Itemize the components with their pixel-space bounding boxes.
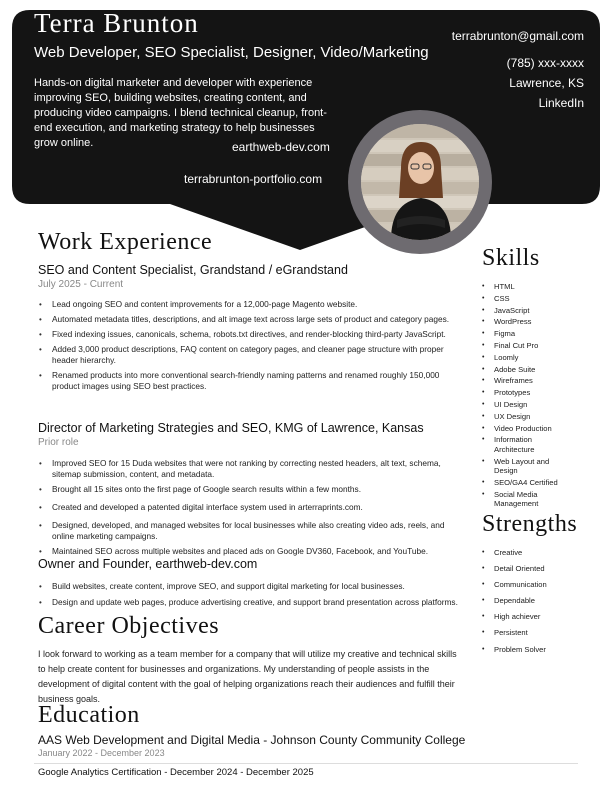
skills-list <box>482 282 582 509</box>
strength-item: • High achiever <box>482 612 582 622</box>
job-date-2: Prior role <box>38 437 79 448</box>
strength-item: • Dependable <box>482 596 582 606</box>
skill-item: • Final Cut Pro <box>482 341 582 351</box>
skill-item: • HTML <box>482 282 582 292</box>
portfolio-link[interactable]: terrabrunton-portfolio.com <box>184 172 323 186</box>
skill-item: • Figma <box>482 329 582 339</box>
education-heading: Education <box>38 702 140 728</box>
linkedin-link[interactable]: LinkedIn <box>538 96 584 110</box>
education-degree: AAS Web Development and Digital Media - Johnson County Community College <box>38 733 466 747</box>
skill-item: • Wireframes <box>482 376 582 386</box>
strength-item: • Persistent <box>482 628 582 638</box>
candidate-name: Terra Brunton <box>34 8 199 38</box>
career-objectives-text: I look forward to working as a team member for a company that will utilize my creative and technical skills to help create content for businesses and organizations. My understanding of people assists in the development of digital content with the goal of helping organizations reach their audiences and fulfill their business goals. <box>38 649 457 704</box>
skill-item: • Video Production <box>482 424 582 434</box>
skill-item: • JavaScript <box>482 306 582 316</box>
skill-item: • UX Design <box>482 412 582 422</box>
bullet-item: • Designed, developed, and managed websites for local businesses while also creating video ads, reels, and online marketing campaigns. <box>38 520 458 542</box>
profile-photo <box>361 124 479 240</box>
bullet-item: • Added 3,000 product descriptions, FAQ content on category pages, and cleaner page structure with proper header hierarchy. <box>38 344 458 366</box>
divider <box>34 763 578 764</box>
strengths-heading: Strengths <box>482 511 578 537</box>
job-2-bullets <box>38 458 458 557</box>
skill-item: • Social Media Management <box>482 490 554 509</box>
work-experience-heading: Work Experience <box>38 229 213 255</box>
strength-item: • Communication <box>482 580 582 590</box>
bullet-item: • Automated metadata titles, descriptions, and alt image text across large sets of product and category pages. <box>38 314 458 325</box>
job-title-1: SEO and Content Specialist, Grandstand / eGrandstand <box>38 263 348 277</box>
skill-item: • Web Layout and Design <box>482 457 564 476</box>
bullet-item: • Maintained SEO across multiple websites and placed ads on Google DV360, Facebook, and YouTube. <box>38 546 458 557</box>
skill-item: • WordPress <box>482 317 582 327</box>
bullet-item: • Created and developed a patented digital interface system used in arterraprints.com. <box>38 502 458 513</box>
skill-item: • SEO/GA4 Certified <box>482 478 582 488</box>
summary-text: Hands-on digital marketer and developer with experience improving SEO, building websites, creating content, and producing video campaigns. I blend technical cleanup, front-end execution, and marketing strategy to help businesses grow online. <box>34 77 327 149</box>
phone-number: (785) xxx-xxxx <box>506 56 584 70</box>
bullet-item: • Lead ongoing SEO and content improvements for a 12,000-page Magento website. <box>38 299 458 310</box>
job-1-bullets <box>38 299 458 392</box>
bullet-item: • Renamed products into more conventional search-friendly naming patterns and renamed roughly 150,000 product images using SEO best practices. <box>38 370 458 392</box>
strength-item: • Creative <box>482 548 582 558</box>
job-title-2: Director of Marketing Strategies and SEO, KMG of Lawrence, Kansas <box>38 421 424 435</box>
bullet-item: • Design and update web pages, produce advertising creative, and support brand presentation across platforms. <box>38 597 458 608</box>
email-link[interactable]: terrabrunton@gmail.com <box>451 29 584 43</box>
skills-heading: Skills <box>482 245 540 271</box>
contact-block <box>452 26 584 113</box>
strength-item: • Problem Solver <box>482 645 582 655</box>
bullet-item: • Improved SEO for 15 Duda websites that were not ranking by correcting nested headers, alt text, schema, sitemap submission, content, and metadata. <box>38 458 458 480</box>
skill-item: • Information Architecture <box>482 435 554 454</box>
bullet-item: • Brought all 15 sites onto the first page of Google search results within a few months. <box>38 484 458 495</box>
strength-item: • Detail Oriented <box>482 564 582 574</box>
skill-item: • UI Design <box>482 400 582 410</box>
skill-item: • CSS <box>482 294 582 304</box>
strengths-list <box>482 548 582 654</box>
candidate-subtitle: Web Developer, SEO Specialist, Designer, Video/Marketing <box>34 44 429 61</box>
skill-item: • Adobe Suite <box>482 365 582 375</box>
job-title-3: Owner and Founder, earthweb-dev.com <box>38 557 258 571</box>
certification: Google Analytics Certification - December 2024 - December 2025 <box>38 767 314 778</box>
skill-item: • Prototypes <box>482 388 582 398</box>
job-date-1: July 2025 - Current <box>38 279 124 290</box>
bullet-item: • Build websites, create content, improve SEO, and support digital marketing for local businesses. <box>38 581 458 592</box>
job-3-bullets <box>38 581 458 608</box>
career-objectives-heading: Career Objectives <box>38 613 220 639</box>
website-link[interactable]: earthweb-dev.com <box>232 140 330 154</box>
skill-item: • Loomly <box>482 353 582 363</box>
education-date: January 2022 - December 2023 <box>38 748 165 758</box>
avatar <box>361 124 479 240</box>
bullet-item: • Fixed indexing issues, canonicals, schema, robots.txt directives, and render-blocking third-party JavaScript. <box>38 329 458 340</box>
location: Lawrence, KS <box>509 76 584 90</box>
